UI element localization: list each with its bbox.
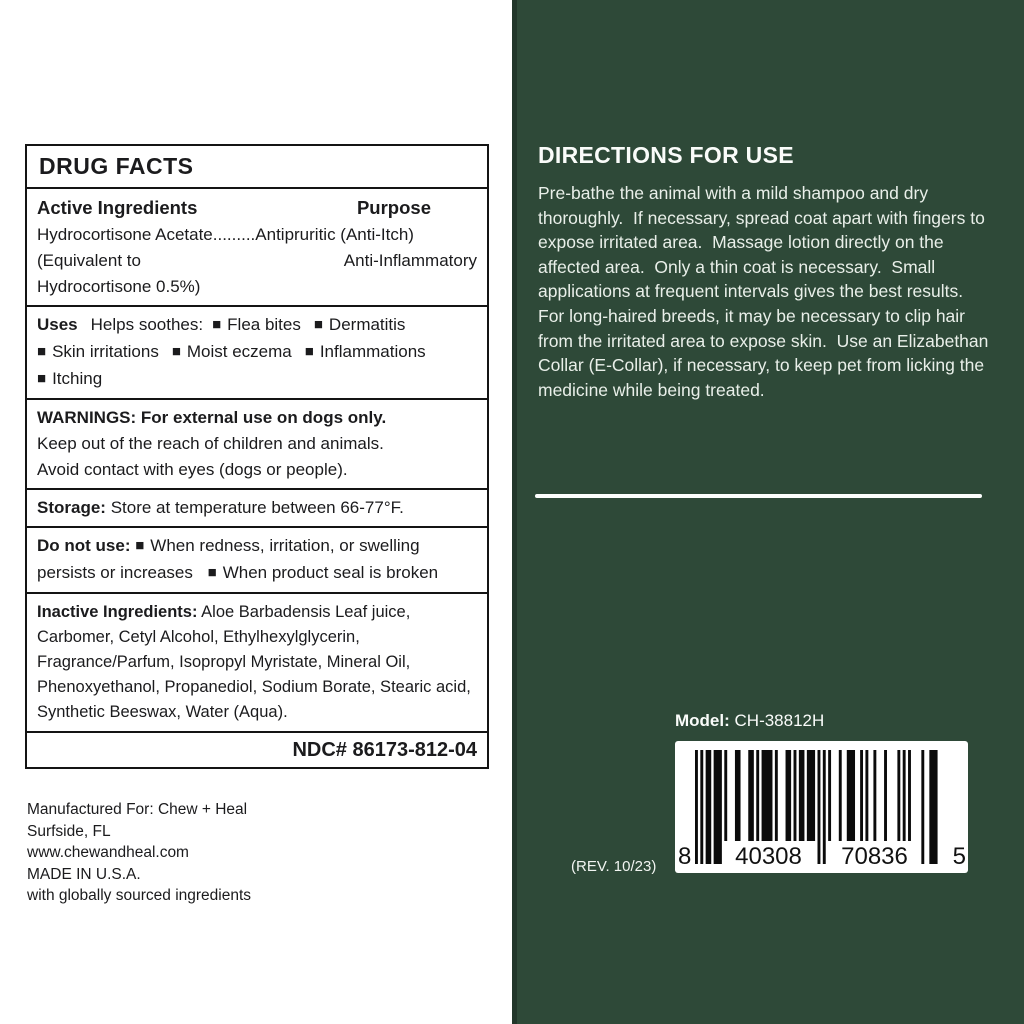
warnings-bold-line: WARNINGS: For external use on dogs only. <box>37 408 387 427</box>
manufacturer-block <box>27 799 251 907</box>
barcode-digit-left: 8 <box>678 843 692 870</box>
uses-intro: Helps soothes: <box>90 315 204 334</box>
square-bullet-icon: ■ <box>313 316 323 333</box>
uses-section <box>27 305 487 398</box>
uses-item: ■ Inflammations <box>305 342 426 361</box>
square-bullet-icon: ■ <box>37 370 47 387</box>
storage-section <box>27 488 487 526</box>
uses-label: Uses <box>37 315 78 334</box>
inactive-ingredients-section <box>27 592 487 731</box>
do-not-use-section <box>27 526 487 592</box>
hydrocortisone-percent-text: Hydrocortisone 0.5%) <box>37 277 201 296</box>
barcode-bars <box>675 741 968 873</box>
do-not-use-item: ■ When product seal is broken <box>208 563 439 582</box>
purpose-heading: Purpose <box>356 197 431 218</box>
drug-facts-header <box>27 146 487 187</box>
uses-item: ■ Flea bites <box>212 315 301 334</box>
horizontal-divider <box>535 494 982 498</box>
uses-item: ■ Dermatitis <box>314 315 406 334</box>
upc-barcode <box>675 741 968 873</box>
panel-fold-edge <box>512 0 517 1024</box>
uses-item: ■ Moist eczema <box>172 342 292 361</box>
drug-facts-panel <box>25 144 489 769</box>
do-not-use-item: ■ When redness, irritation, or swelling persists or increases <box>37 536 420 582</box>
warnings-line: Keep out of the reach of children and animals. <box>37 434 384 453</box>
square-bullet-icon: ■ <box>212 316 222 333</box>
manufacturer-website: www.chewandheal.com <box>27 844 189 861</box>
made-in-usa-line: MADE IN U.S.A. <box>27 865 141 883</box>
square-bullet-icon: ■ <box>37 343 47 360</box>
equivalent-text: (Equivalent to <box>37 251 141 270</box>
uses-item: ■ Skin irritations <box>37 342 159 361</box>
square-bullet-icon: ■ <box>171 343 181 360</box>
barcode-digit-group2: 70836 <box>841 843 908 870</box>
storage-text: Store at temperature between 66-77°F. <box>110 498 404 517</box>
inactive-ingredients-label: Inactive Ingredients: <box>37 603 198 621</box>
ndc-number: NDC# 86173-812-04 <box>292 739 477 761</box>
directions-panel <box>512 0 1024 1024</box>
model-label: Model: <box>675 711 730 730</box>
directions-body: Pre-bathe the animal with a mild shampoo and dry thoroughly. If necessary, spread coat apart with fingers to expose irritated area. Massage lotion directly on the affected area. Only a thin coat is necessary. Small applications at frequent intervals gives the best results. For long-haired breeds, it may be necessary to clip hair from the irritated area to expose skin. Use an Elizabethan Collar (E-Collar), if necessary, to keep pet from licking the medicine while being treated. <box>538 183 994 400</box>
warnings-line: Avoid contact with eyes (dogs or people). <box>37 460 348 479</box>
manufactured-for-line: Manufactured For: Chew + Heal <box>27 801 248 818</box>
square-bullet-icon: ■ <box>207 564 217 581</box>
sourced-ingredients-line: with globally sourced ingredients <box>27 887 252 904</box>
model-row <box>675 711 824 731</box>
square-bullet-icon: ■ <box>135 537 145 554</box>
anti-inflammatory-text: Anti-Inflammatory <box>343 251 477 270</box>
square-bullet-icon: ■ <box>304 343 314 360</box>
do-not-use-label: Do not use: <box>37 536 131 555</box>
barcode-digit-right: 5 <box>952 843 966 870</box>
ndc-section <box>27 731 487 767</box>
storage-label: Storage: <box>37 498 106 517</box>
uses-item: ■ Itching <box>37 369 102 388</box>
active-ingredients-section <box>27 187 487 305</box>
barcode-digit-group1: 40308 <box>735 843 802 870</box>
inactive-ingredients-text: Aloe Barbadensis Leaf juice, Carbomer, Cetyl Alcohol, Ethylhexylglycerin, Fragrance/Parfum, Isopropyl Myristate, Mineral Oil, Phenoxyethanol, Propanediol, Sodium Borate, Stearic acid, Synthetic Beeswax, Water (Aqua). <box>37 603 471 721</box>
directions-title: DIRECTIONS FOR USE <box>538 142 794 168</box>
active-ingredients-heading: Active Ingredients <box>37 197 198 218</box>
active-ingredient-line: Hydrocortisone Acetate.........Antipruritic (Anti-Itch) <box>37 225 414 244</box>
revision-text: (REV. 10/23) <box>571 858 657 875</box>
drug-facts-title: DRUG FACTS <box>39 153 194 179</box>
manufacturer-city-line: Surfside, FL <box>27 822 111 840</box>
warnings-section <box>27 398 487 488</box>
model-value: CH-38812H <box>734 711 825 730</box>
